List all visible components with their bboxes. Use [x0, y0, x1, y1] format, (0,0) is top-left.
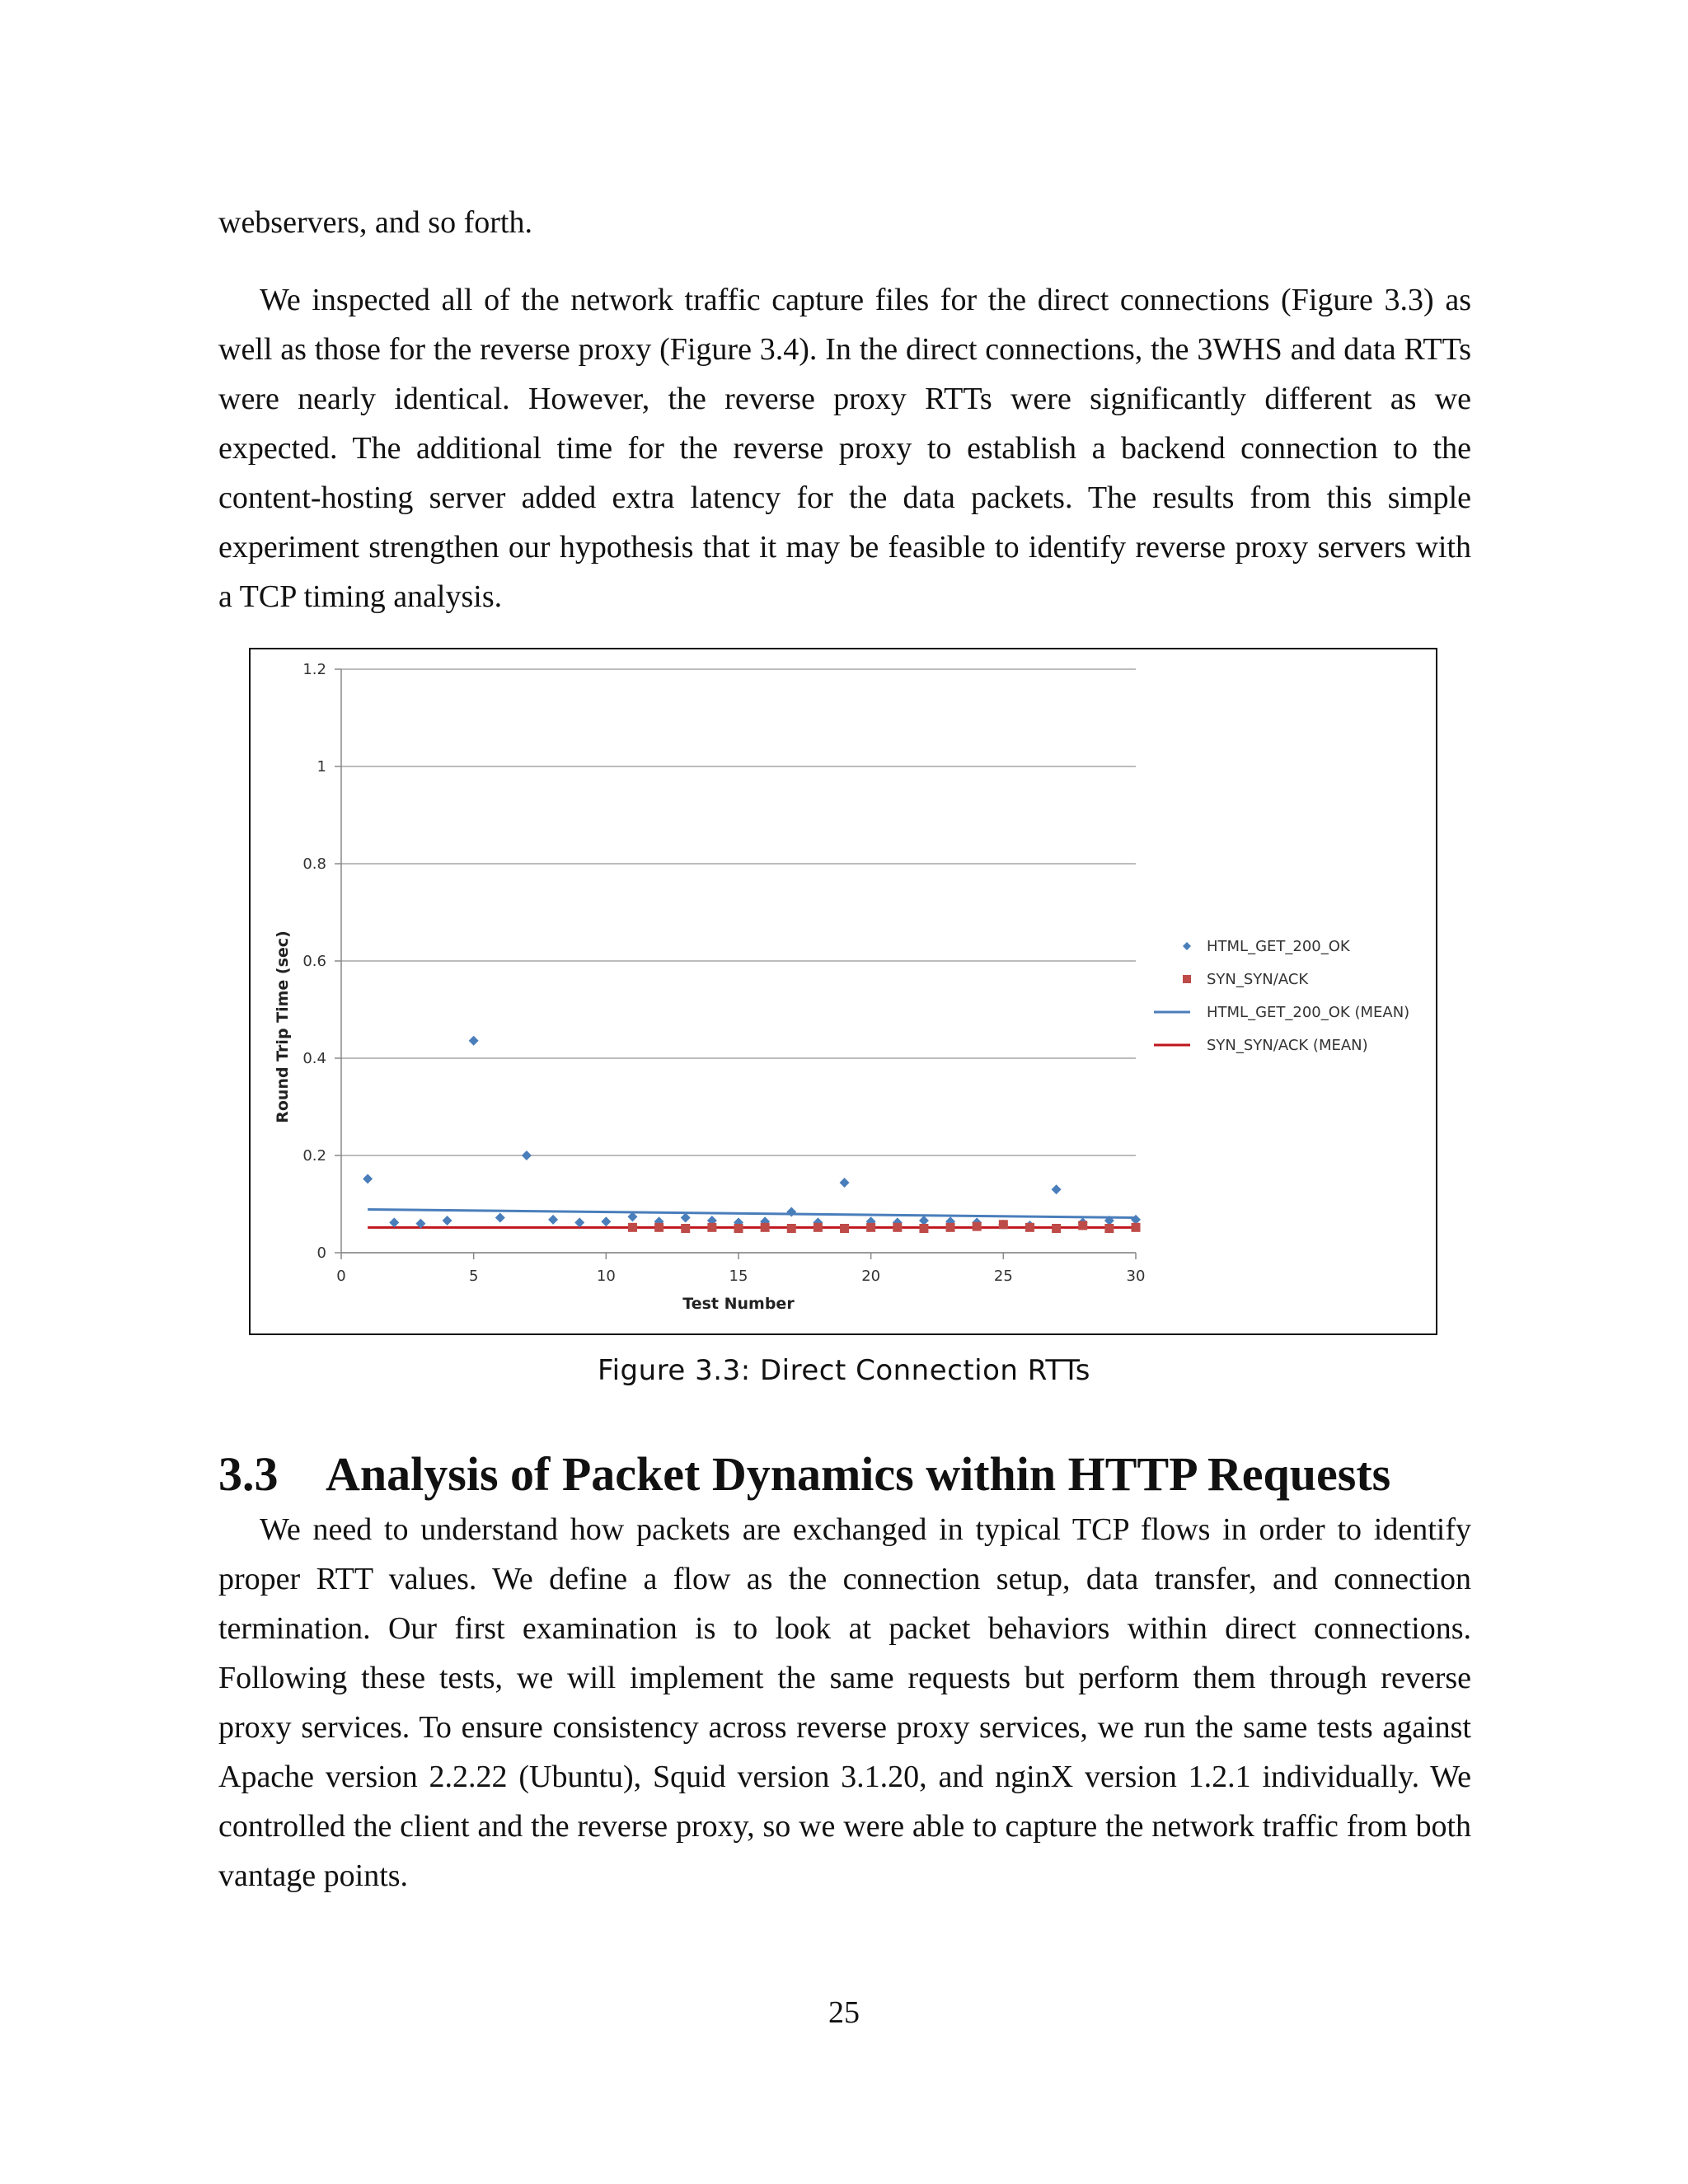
paragraph-1-text: We inspected all of the network traffic capture files for the direct connections (Figure 3.3) as well as those for the reverse proxy (Figure 3.4). In the direct connections, the 3WHS and data RTTs were nearly identical. However, the reverse proxy RTTs were significantly different as we expected. The additional time for the reverse proxy to establish a backend connection to the content-hosting server added extra latency for the data packets. The results from this simple experiment strengthen our hypothesis that it may be feasible to identify reverse proxy servers with a TCP timing analysis.: [218, 283, 1471, 614]
data-point-html-get: [389, 1217, 399, 1227]
data-point-html-get: [443, 1216, 452, 1226]
data-point-html-get: [495, 1213, 505, 1223]
y-tick-label: 0.4: [302, 1050, 326, 1067]
data-point-syn-ack: [919, 1224, 928, 1233]
x-tick-label: 20: [861, 1268, 881, 1285]
data-point-html-get: [1052, 1184, 1062, 1194]
data-point-syn-ack: [707, 1223, 716, 1232]
x-axis-label: Test Number: [682, 1295, 795, 1313]
data-point-syn-ack: [761, 1223, 770, 1232]
data-point-syn-ack: [999, 1220, 1008, 1229]
x-tick-label: 5: [468, 1268, 479, 1285]
y-tick-label: 0.6: [302, 953, 326, 970]
section-number: 3.3: [218, 1447, 279, 1501]
section-heading: [218, 1446, 1537, 1502]
x-tick-label: 0: [336, 1268, 346, 1285]
legend-label: HTML_GET_200_OK: [1207, 938, 1350, 955]
y-tick-label: 0: [316, 1244, 326, 1262]
data-point-syn-ack: [1132, 1223, 1141, 1232]
x-tick-label: 30: [1126, 1268, 1146, 1285]
legend-marker-square: [1183, 975, 1191, 983]
data-point-syn-ack: [681, 1224, 690, 1233]
legend-marker-diamond: [1183, 942, 1191, 950]
legend-label: SYN_SYN/ACK (MEAN): [1207, 1037, 1368, 1054]
data-point-syn-ack: [866, 1223, 875, 1232]
x-tick-label: 15: [729, 1268, 748, 1285]
x-tick-label: 25: [993, 1268, 1013, 1285]
body-paragraph-2: [218, 1505, 1471, 1900]
continuation-paragraph: [218, 198, 1471, 247]
data-point-syn-ack: [840, 1224, 849, 1233]
data-point-syn-ack: [628, 1223, 637, 1232]
data-point-syn-ack: [654, 1223, 663, 1232]
data-point-syn-ack: [1025, 1223, 1034, 1232]
figure-caption: Figure 3.3: Direct Connection RTTs: [598, 1354, 1090, 1387]
y-axis-label: Round Trip Time (sec): [274, 930, 292, 1123]
data-point-syn-ack: [814, 1223, 823, 1232]
data-point-syn-ack: [1052, 1224, 1061, 1233]
data-point-syn-ack: [973, 1222, 982, 1231]
continuation-text: webservers, and so forth.: [218, 205, 532, 240]
data-point-html-get: [522, 1151, 532, 1160]
figure-3-3-chart: [249, 648, 1437, 1335]
data-point-syn-ack: [893, 1223, 902, 1232]
section-title: Analysis of Packet Dynamics within HTTP Requests: [326, 1447, 1391, 1501]
data-point-syn-ack: [1078, 1221, 1087, 1230]
y-tick-label: 0.2: [302, 1147, 326, 1165]
x-tick-label: 10: [596, 1268, 616, 1285]
data-point-syn-ack: [787, 1224, 796, 1233]
paragraph-2-text: We need to understand how packets are exchanged in typical TCP flows in order to identify proper RTT values. We define a flow as the connection setup, data transfer, and connection termination. Our first examination is to look at packet behaviors within direct connections. Following these tests, we will implement the same requests but perform them through reverse proxy services. To ensure consistency across reverse proxy services, we run the same tests against Apache version 2.2.22 (Ubuntu), Squid version 3.1.20, and nginX version 1.2.1 individually. We controlled the client and the reverse proxy, so we were able to capture the network traffic from both vantage points.: [218, 1512, 1471, 1893]
data-point-html-get: [363, 1174, 373, 1183]
data-point-syn-ack: [1104, 1224, 1114, 1233]
data-point-html-get: [840, 1178, 850, 1188]
data-point-html-get: [786, 1207, 796, 1216]
data-point-html-get: [601, 1216, 611, 1226]
rtt-scatter-chart: [251, 649, 1436, 1333]
legend-label: HTML_GET_200_OK (MEAN): [1207, 1004, 1410, 1021]
data-point-html-get: [574, 1217, 584, 1227]
y-tick-label: 0.8: [302, 855, 326, 873]
legend-label: SYN_SYN/ACK: [1207, 971, 1309, 988]
mean-line-2: [368, 1209, 1136, 1217]
data-point-html-get: [469, 1036, 479, 1046]
body-paragraph-1: [218, 275, 1471, 621]
data-point-syn-ack: [946, 1223, 955, 1232]
data-point-html-get: [681, 1213, 691, 1223]
data-point-html-get: [548, 1215, 558, 1225]
y-tick-label: 1.2: [302, 661, 326, 678]
page-number: 25: [828, 1995, 860, 2030]
y-tick-label: 1: [316, 758, 326, 776]
data-point-syn-ack: [734, 1224, 743, 1233]
